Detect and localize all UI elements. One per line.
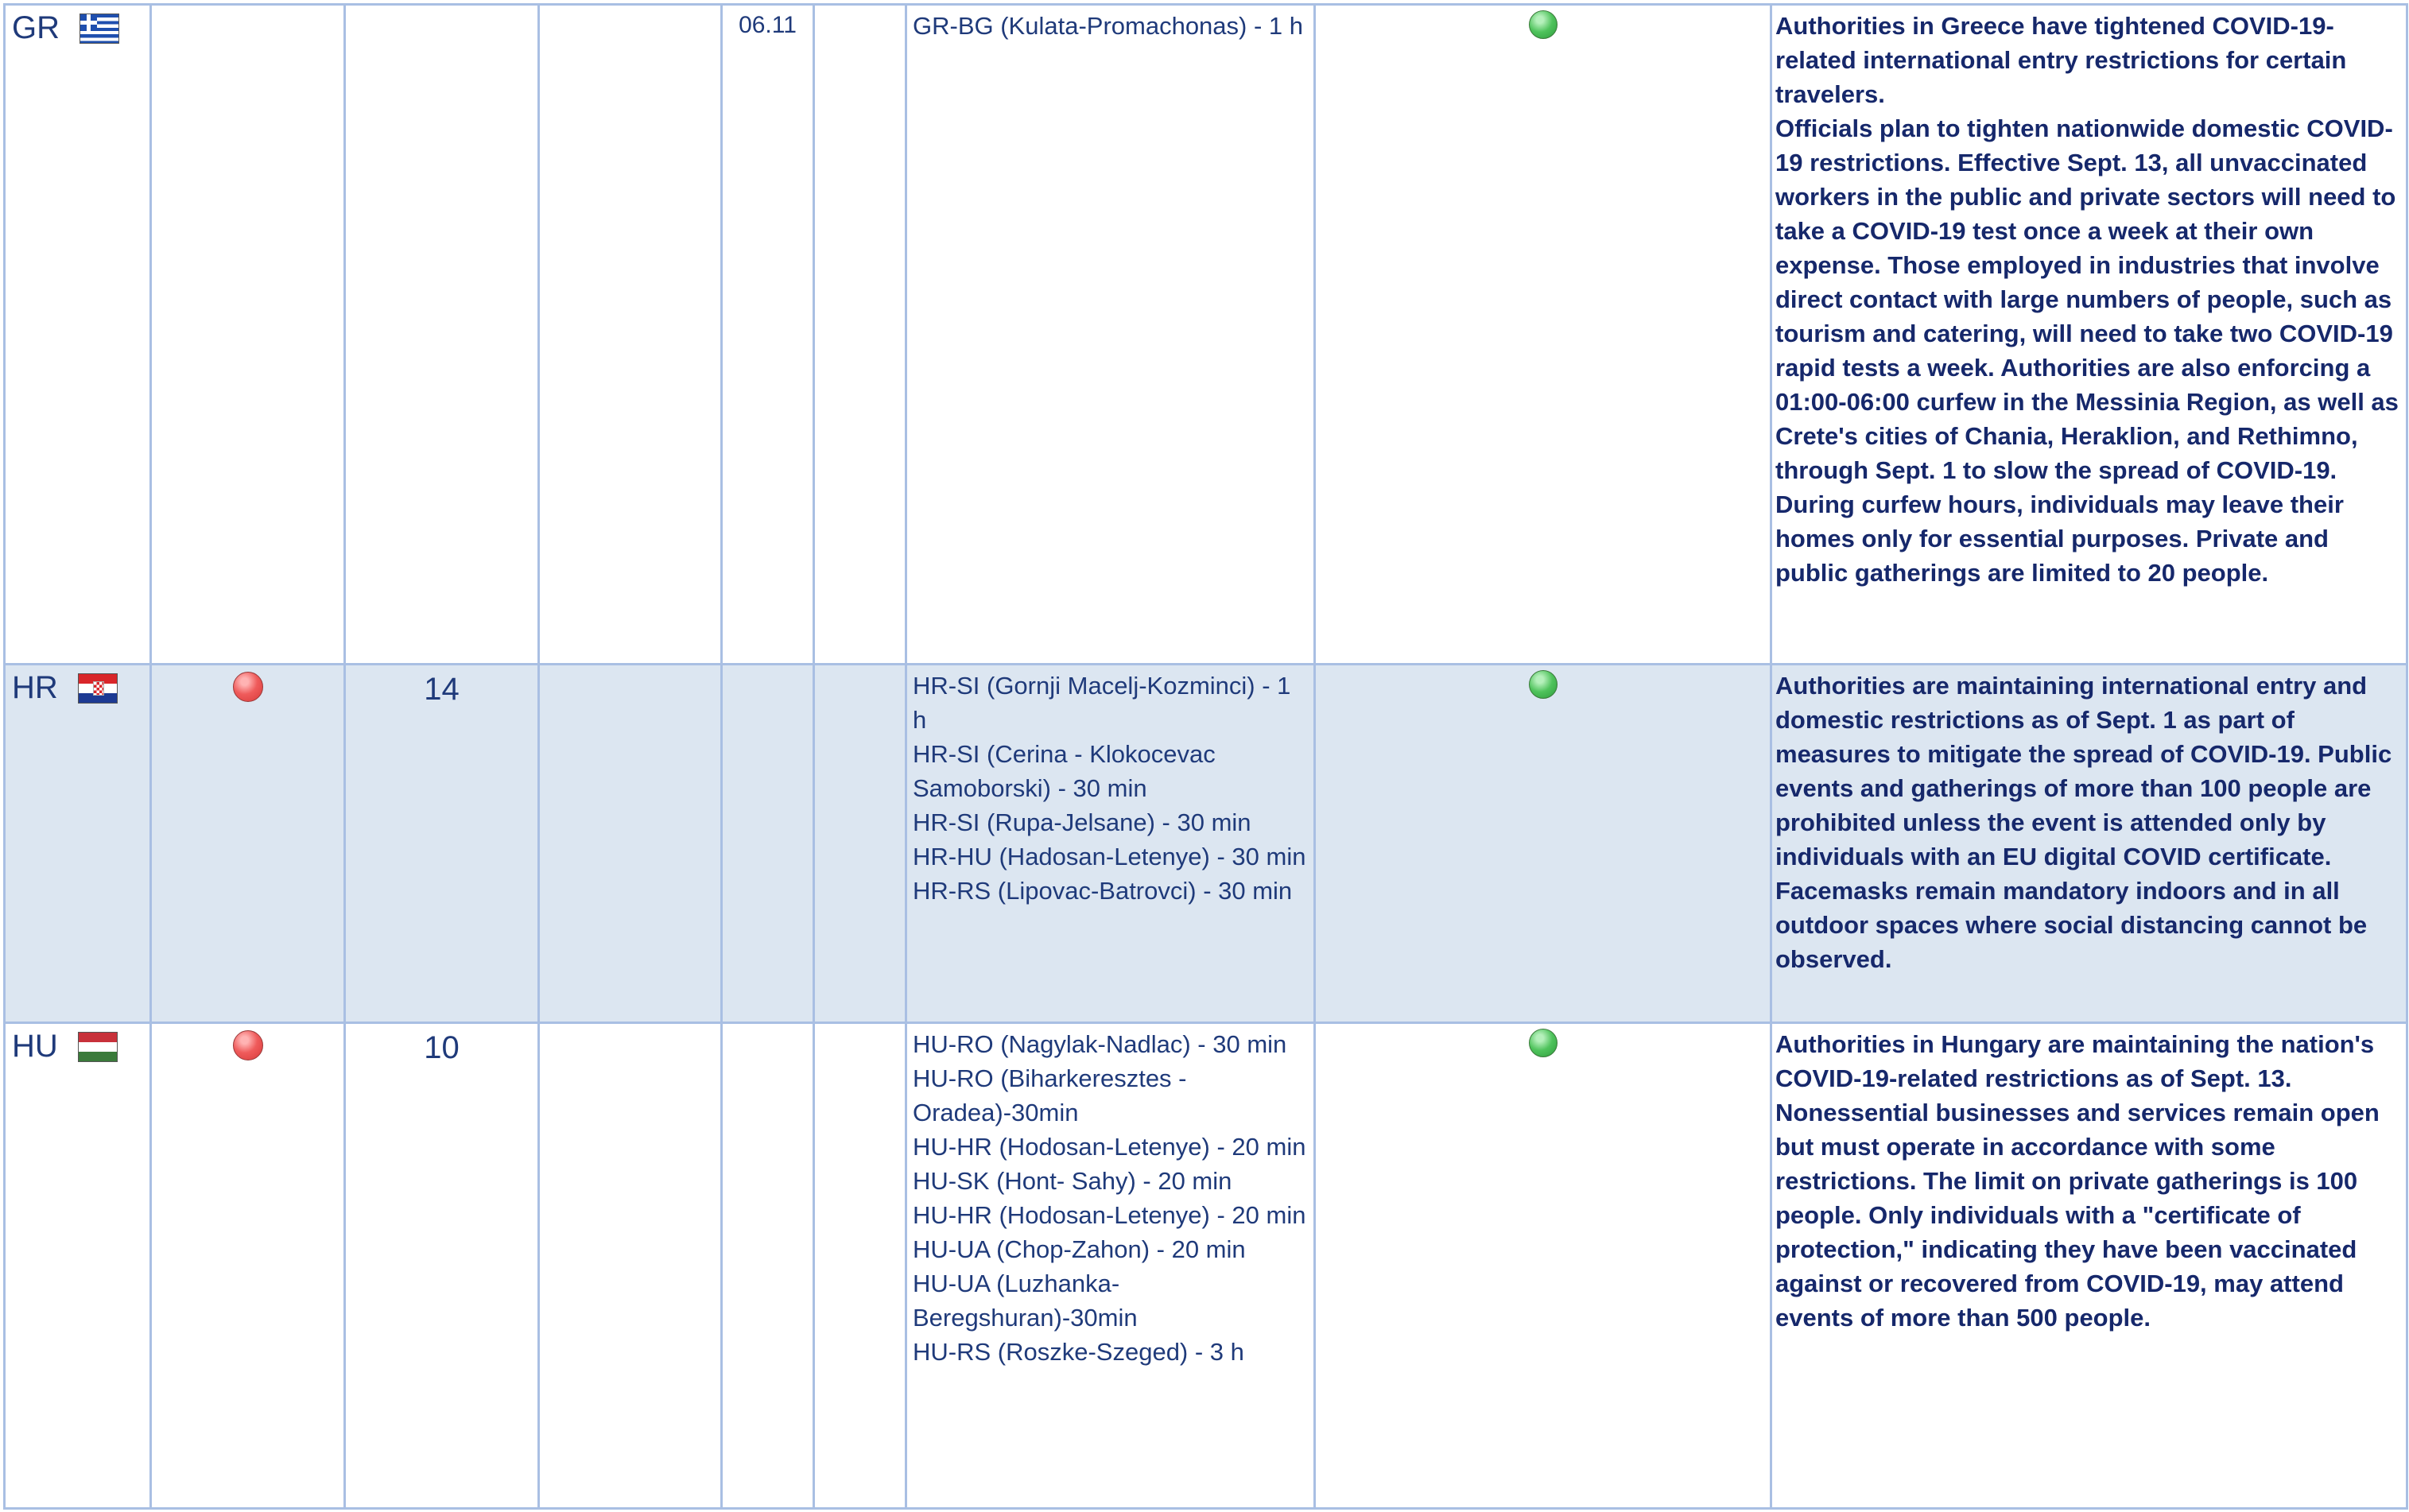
hungary-flag-icon [78,1032,118,1062]
country-cell [5,5,151,665]
croatia-flag-icon [78,673,118,704]
crossing-status-cell [1315,5,1771,665]
country-code: HR [12,670,58,705]
green-status-dot-icon [1529,10,1558,39]
date-cell [722,665,814,1023]
crossing-item: HR-SI (Cerina - Klokocevac Samoborski) - 30 min [913,740,1216,802]
date-cell [722,1023,814,1509]
table-row-hr [5,665,2407,1023]
empty-cell [539,5,722,665]
empty-cell [539,665,722,1023]
crossing-status-cell [1315,665,1771,1023]
red-status-dot-icon [233,672,263,702]
country-code: HU [12,1029,58,1064]
date [723,665,813,672]
note-paragraph: Authorities in Hungary are maintaining the nation's COVID-19-related restrictions as of Sept. 13. [1775,1030,2375,1092]
notes-cell [1771,1023,2407,1509]
value [346,6,537,12]
country-code: GR [12,10,60,45]
value-cell [345,665,539,1023]
red-status-dot-icon [233,1030,263,1060]
crossing-item: GR-BG (Kulata-Promachonas) - 1 h [913,12,1304,40]
crossing-item: HU-RS (Roszke-Szeged) - 3 h [913,1338,1244,1366]
status-cell [151,1023,345,1509]
green-status-dot-icon [1529,1029,1558,1057]
notes-cell [1771,5,2407,665]
date: 06.11 [739,12,797,38]
note-paragraph: Authorities are maintaining international entry and domestic restrictions as of Sept. 1 as part of measures to mitigate the spread of COVID-19. Public events and gatherings of more than 100 people are prohibited unless the event is attended only by individuals with an EU digital COVID certificate. Facemasks remain mandatory indoors and in all outdoor spaces where social distancing cannot be observed. [1775,672,2392,973]
border-wait-table [3,3,2408,1510]
country-cell [5,665,151,1023]
value-cell [345,5,539,665]
status-cell [151,665,345,1023]
notes-cell [1771,665,2407,1023]
crossing-item: HR-RS (Lipovac-Batrovci) - 30 min [913,877,1293,905]
crossing-item: HR-SI (Gornji Macelj-Kozminci) - 1 h [913,672,1291,734]
green-status-dot-icon [1529,670,1558,699]
crossing-item: HU-HR (Hodosan-Letenye) - 20 min [913,1133,1306,1161]
value: 14 [424,672,460,707]
crossing-item: HR-HU (Hadosan-Letenye) - 30 min [913,843,1306,870]
country-cell [5,1023,151,1509]
greece-flag-icon [80,14,119,44]
crossing-item: HU-RO (Biharkeresztes - Oradea)-30min [913,1064,1187,1126]
crossing-item: HU-UA (Luzhanka-Beregshuran)-30min [913,1270,1138,1332]
crossings-cell [906,1023,1315,1509]
date-cell [722,5,814,665]
crossing-item: HU-HR (Hodosan-Letenye) - 20 min [913,1201,1306,1229]
date [723,1024,813,1030]
crossing-item: HU-RO (Nagylak-Nadlac) - 30 min [913,1030,1287,1058]
table-row-hu [5,1023,2407,1509]
crossings-cell [906,5,1315,665]
crossing-item: HR-SI (Rupa-Jelsane) - 30 min [913,808,1251,836]
crossing-item: HU-SK (Hont- Sahy) - 20 min [913,1167,1232,1195]
crossings-cell [906,665,1315,1023]
crossing-item: HU-UA (Chop-Zahon) - 20 min [913,1235,1246,1263]
note-paragraph: Officials plan to tighten nationwide domestic COVID-19 restrictions. Effective Sept. 13, all unvaccinated workers in the public and private sectors will need to take a COVID-19 test once a week at their own expense. Those employed in industries that involve direct contact with large numbers of people, such as tourism and catering, will need to take two COVID-19 rapid tests a week. Authorities are also enforcing a 01:00-06:00 curfew in the Messinia Region, as well as Crete's cities of Chania, Heraklion, and Rethimno, through Sept. 1 to slow the spread of COVID-19. During curfew hours, individuals may leave their homes only for essential purposes. Private and public gatherings are limited to 20 people. [1775,114,2399,587]
crossing-status-cell [1315,1023,1771,1509]
status-cell [151,5,345,665]
table-row-gr [5,5,2407,665]
empty-cell [814,665,906,1023]
value-cell [345,1023,539,1509]
empty-cell [539,1023,722,1509]
empty-cell [814,1023,906,1509]
note-paragraph: Authorities in Greece have tightened COVID-19-related international entry restrictions for certain travelers. [1775,12,2347,108]
empty-cell [814,5,906,665]
note-paragraph: Nonessential businesses and services remain open but must operate in accordance with some restrictions. The limit on private gatherings is 100 people. Only individuals with a "certificate of protection," indicating they have been vaccinated against or recovered from COVID-19, may attend events of more than 500 people. [1775,1099,2380,1332]
value: 10 [424,1030,460,1065]
